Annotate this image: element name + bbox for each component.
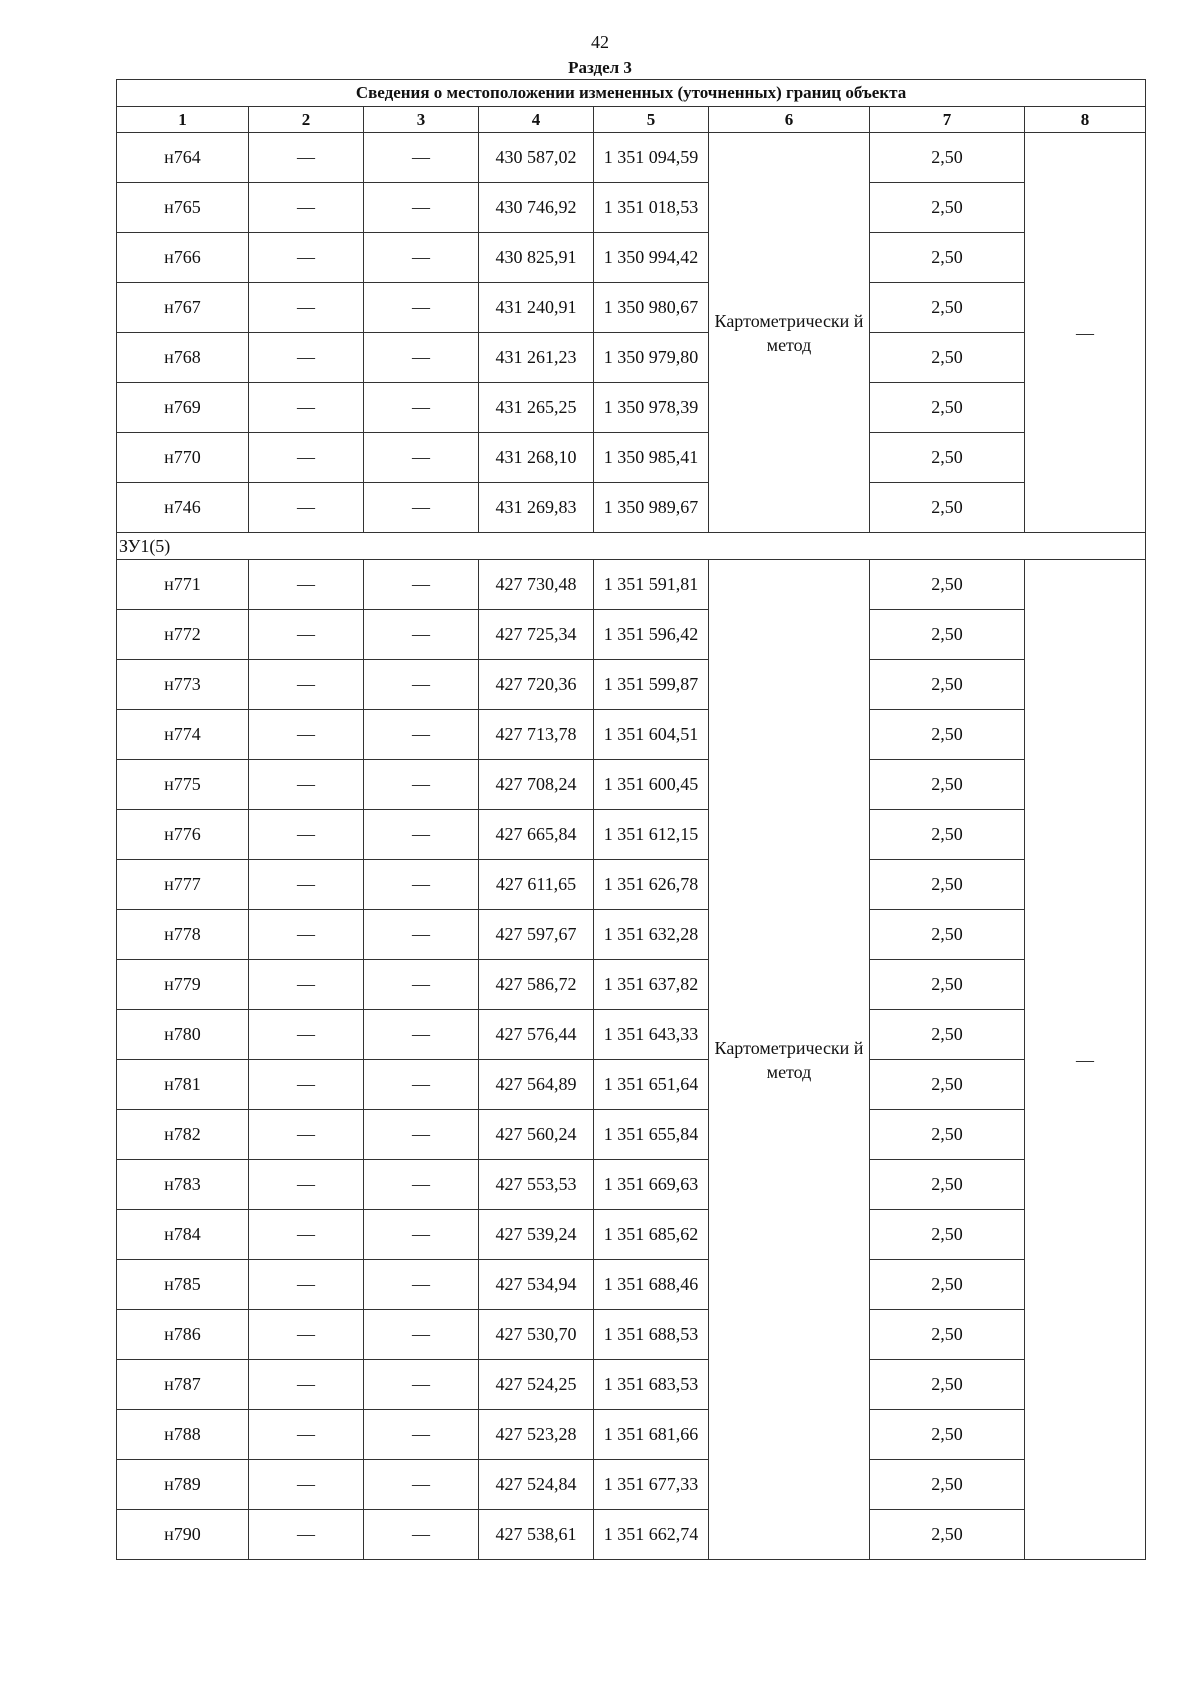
column-3-cell: — [364,1010,479,1060]
point-number-cell: н789 [117,1460,249,1510]
column-2-cell: — [249,433,364,483]
point-number-cell: н787 [117,1360,249,1410]
column-3-cell: — [364,1160,479,1210]
table-row [117,383,1146,433]
column-3-cell: — [364,1360,479,1410]
accuracy-cell: 2,50 [870,283,1025,333]
method-cell: Картометрически й метод [709,133,870,533]
column-2-cell: — [249,1460,364,1510]
column-3-cell: — [364,333,479,383]
y-coordinate-cell: 1 351 599,87 [594,660,709,710]
point-number-cell: н786 [117,1310,249,1360]
column-2-cell: — [249,910,364,960]
column-2-cell: — [249,610,364,660]
y-coordinate-cell: 1 350 979,80 [594,333,709,383]
column-number: 2 [249,107,364,133]
table-row [117,1210,1146,1260]
accuracy-cell: 2,50 [870,710,1025,760]
column-2-cell: — [249,333,364,383]
x-coordinate-cell: 427 530,70 [479,1310,594,1360]
column-number: 8 [1025,107,1146,133]
coordinates-table [116,79,1146,1560]
table-body [117,133,1146,1560]
table-row [117,660,1146,710]
point-number-cell: н785 [117,1260,249,1310]
y-coordinate-cell: 1 351 688,53 [594,1310,709,1360]
column-number: 1 [117,107,249,133]
column-8-cell: — [1025,133,1146,533]
x-coordinate-cell: 431 265,25 [479,383,594,433]
column-3-cell: — [364,960,479,1010]
y-coordinate-cell: 1 350 985,41 [594,433,709,483]
table-row [117,283,1146,333]
accuracy-cell: 2,50 [870,1110,1025,1160]
point-number-cell: н765 [117,183,249,233]
point-number-cell: н770 [117,433,249,483]
x-coordinate-cell: 427 586,72 [479,960,594,1010]
point-number-cell: н771 [117,560,249,610]
y-coordinate-cell: 1 351 655,84 [594,1110,709,1160]
column-3-cell: — [364,1260,479,1310]
column-3-cell: — [364,660,479,710]
column-2-cell: — [249,1260,364,1310]
column-3-cell: — [364,433,479,483]
y-coordinate-cell: 1 351 683,53 [594,1360,709,1410]
point-number-cell: н768 [117,333,249,383]
column-3-cell: — [364,233,479,283]
y-coordinate-cell: 1 351 688,46 [594,1260,709,1310]
accuracy-cell: 2,50 [870,1160,1025,1210]
column-3-cell: — [364,560,479,610]
point-number-cell: н781 [117,1060,249,1110]
table-row [117,1310,1146,1360]
x-coordinate-cell: 431 268,10 [479,433,594,483]
column-number: 5 [594,107,709,133]
table-row [117,333,1146,383]
column-3-cell: — [364,1060,479,1110]
y-coordinate-cell: 1 351 677,33 [594,1460,709,1510]
table-row [117,133,1146,183]
x-coordinate-cell: 427 553,53 [479,1160,594,1210]
point-number-cell: н788 [117,1410,249,1460]
point-number-cell: н773 [117,660,249,710]
column-3-cell: — [364,1310,479,1360]
y-coordinate-cell: 1 351 669,63 [594,1160,709,1210]
table-row [117,1010,1146,1060]
point-number-cell: н774 [117,710,249,760]
column-2-cell: — [249,710,364,760]
column-3-cell: — [364,283,479,333]
y-coordinate-cell: 1 351 632,28 [594,910,709,960]
column-3-cell: — [364,383,479,433]
column-number-row [117,107,1146,133]
x-coordinate-cell: 427 576,44 [479,1010,594,1060]
column-2-cell: — [249,1210,364,1260]
table-row [117,233,1146,283]
column-3-cell: — [364,810,479,860]
x-coordinate-cell: 430 825,91 [479,233,594,283]
x-coordinate-cell: 427 708,24 [479,760,594,810]
accuracy-cell: 2,50 [870,1060,1025,1110]
column-2-cell: — [249,1010,364,1060]
table-row [117,1160,1146,1210]
point-number-cell: н766 [117,233,249,283]
table-row [117,1360,1146,1410]
column-number: 3 [364,107,479,133]
x-coordinate-cell: 427 560,24 [479,1110,594,1160]
x-coordinate-cell: 430 746,92 [479,183,594,233]
y-coordinate-cell: 1 350 994,42 [594,233,709,283]
table-row [117,1460,1146,1510]
x-coordinate-cell: 427 564,89 [479,1060,594,1110]
y-coordinate-cell: 1 351 612,15 [594,810,709,860]
y-coordinate-cell: 1 351 681,66 [594,1410,709,1460]
accuracy-cell: 2,50 [870,483,1025,533]
table-caption: Сведения о местоположении измененных (уточненных) границ объекта [117,80,1146,107]
method-cell: Картометрически й метод [709,560,870,1560]
x-coordinate-cell: 427 523,28 [479,1410,594,1460]
accuracy-cell: 2,50 [870,610,1025,660]
accuracy-cell: 2,50 [870,810,1025,860]
y-coordinate-cell: 1 351 094,59 [594,133,709,183]
accuracy-cell: 2,50 [870,1210,1025,1260]
point-number-cell: н790 [117,1510,249,1560]
x-coordinate-cell: 427 611,65 [479,860,594,910]
y-coordinate-cell: 1 350 980,67 [594,283,709,333]
point-number-cell: н777 [117,860,249,910]
column-3-cell: — [364,1410,479,1460]
group-label-row [117,533,1146,560]
column-3-cell: — [364,760,479,810]
x-coordinate-cell: 427 730,48 [479,560,594,610]
accuracy-cell: 2,50 [870,1310,1025,1360]
column-2-cell: — [249,383,364,433]
column-3-cell: — [364,610,479,660]
x-coordinate-cell: 427 539,24 [479,1210,594,1260]
accuracy-cell: 2,50 [870,133,1025,183]
table-row [117,1410,1146,1460]
x-coordinate-cell: 427 524,25 [479,1360,594,1410]
table-row [117,1510,1146,1560]
table-row [117,1060,1146,1110]
table-row [117,433,1146,483]
accuracy-cell: 2,50 [870,910,1025,960]
accuracy-cell: 2,50 [870,383,1025,433]
x-coordinate-cell: 427 597,67 [479,910,594,960]
column-2-cell: — [249,1510,364,1560]
column-3-cell: — [364,1460,479,1510]
accuracy-cell: 2,50 [870,560,1025,610]
table-row [117,483,1146,533]
point-number-cell: н776 [117,810,249,860]
table-row [117,710,1146,760]
table-row [117,910,1146,960]
accuracy-cell: 2,50 [870,183,1025,233]
accuracy-cell: 2,50 [870,433,1025,483]
x-coordinate-cell: 431 240,91 [479,283,594,333]
accuracy-cell: 2,50 [870,233,1025,283]
group-label: ЗУ1(5) [117,533,1146,560]
y-coordinate-cell: 1 350 989,67 [594,483,709,533]
x-coordinate-cell: 427 534,94 [479,1260,594,1310]
point-number-cell: н780 [117,1010,249,1060]
column-2-cell: — [249,760,364,810]
y-coordinate-cell: 1 351 018,53 [594,183,709,233]
y-coordinate-cell: 1 351 643,33 [594,1010,709,1060]
y-coordinate-cell: 1 351 662,74 [594,1510,709,1560]
point-number-cell: н778 [117,910,249,960]
y-coordinate-cell: 1 351 600,45 [594,760,709,810]
x-coordinate-cell: 430 587,02 [479,133,594,183]
x-coordinate-cell: 427 538,61 [479,1510,594,1560]
table-row [117,610,1146,660]
column-2-cell: — [249,560,364,610]
column-2-cell: — [249,960,364,1010]
column-number: 4 [479,107,594,133]
column-2-cell: — [249,283,364,333]
column-2-cell: — [249,1360,364,1410]
column-3-cell: — [364,183,479,233]
accuracy-cell: 2,50 [870,1260,1025,1310]
x-coordinate-cell: 427 713,78 [479,710,594,760]
table-row [117,560,1146,610]
column-2-cell: — [249,1310,364,1360]
x-coordinate-cell: 431 269,83 [479,483,594,533]
x-coordinate-cell: 427 665,84 [479,810,594,860]
column-2-cell: — [249,233,364,283]
point-number-cell: н779 [117,960,249,1010]
table-row [117,1110,1146,1160]
column-3-cell: — [364,710,479,760]
column-2-cell: — [249,660,364,710]
point-number-cell: н764 [117,133,249,183]
table-row [117,960,1146,1010]
column-3-cell: — [364,483,479,533]
table-row [117,183,1146,233]
accuracy-cell: 2,50 [870,1360,1025,1410]
column-2-cell: — [249,1160,364,1210]
section-title: Раздел 3 [568,58,632,77]
accuracy-cell: 2,50 [870,1410,1025,1460]
accuracy-cell: 2,50 [870,660,1025,710]
accuracy-cell: 2,50 [870,860,1025,910]
point-number-cell: н783 [117,1160,249,1210]
y-coordinate-cell: 1 351 591,81 [594,560,709,610]
x-coordinate-cell: 427 725,34 [479,610,594,660]
y-coordinate-cell: 1 351 604,51 [594,710,709,760]
column-2-cell: — [249,1110,364,1160]
point-number-cell: н767 [117,283,249,333]
column-2-cell: — [249,810,364,860]
point-number-cell: н775 [117,760,249,810]
y-coordinate-cell: 1 351 651,64 [594,1060,709,1110]
column-2-cell: — [249,483,364,533]
column-number: 6 [709,107,870,133]
table-caption-row [117,80,1146,107]
column-8-cell: — [1025,560,1146,1560]
y-coordinate-cell: 1 351 685,62 [594,1210,709,1260]
point-number-cell: н772 [117,610,249,660]
column-3-cell: — [364,1510,479,1560]
accuracy-cell: 2,50 [870,1510,1025,1560]
x-coordinate-cell: 431 261,23 [479,333,594,383]
column-3-cell: — [364,860,479,910]
column-2-cell: — [249,183,364,233]
accuracy-cell: 2,50 [870,1010,1025,1060]
accuracy-cell: 2,50 [870,1460,1025,1510]
point-number-cell: н784 [117,1210,249,1260]
column-2-cell: — [249,860,364,910]
y-coordinate-cell: 1 351 596,42 [594,610,709,660]
point-number-cell: н746 [117,483,249,533]
accuracy-cell: 2,50 [870,333,1025,383]
accuracy-cell: 2,50 [870,960,1025,1010]
column-3-cell: — [364,910,479,960]
y-coordinate-cell: 1 351 626,78 [594,860,709,910]
column-2-cell: — [249,1060,364,1110]
column-3-cell: — [364,1210,479,1260]
page-number: 42 [591,32,609,52]
y-coordinate-cell: 1 351 637,82 [594,960,709,1010]
point-number-cell: н782 [117,1110,249,1160]
y-coordinate-cell: 1 350 978,39 [594,383,709,433]
table-row [117,760,1146,810]
table-row [117,810,1146,860]
point-number-cell: н769 [117,383,249,433]
column-2-cell: — [249,133,364,183]
table-row [117,1260,1146,1310]
accuracy-cell: 2,50 [870,760,1025,810]
column-3-cell: — [364,133,479,183]
column-2-cell: — [249,1410,364,1460]
column-3-cell: — [364,1110,479,1160]
x-coordinate-cell: 427 524,84 [479,1460,594,1510]
table-row [117,860,1146,910]
column-number: 7 [870,107,1025,133]
x-coordinate-cell: 427 720,36 [479,660,594,710]
